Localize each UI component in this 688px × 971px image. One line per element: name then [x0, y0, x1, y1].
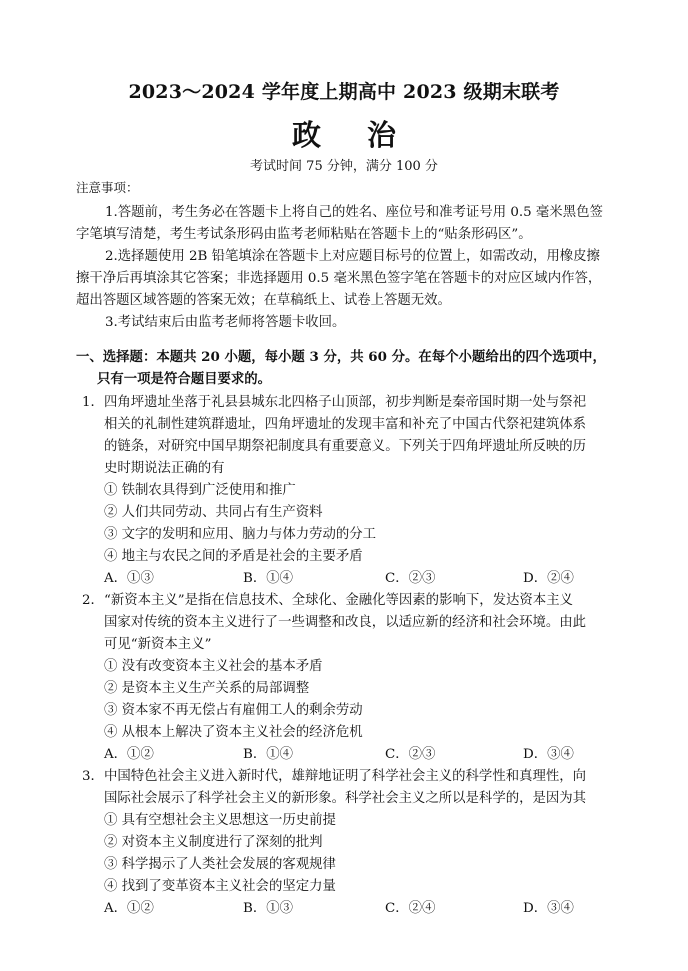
- question-1-statement-1: ① 铁制农具得到广泛使用和推广: [104, 483, 296, 498]
- notice-1-line-2: 字笔填写清楚，考生考试条形码由监考老师粘贴在答题卡上的“贴条形码区”。: [76, 227, 532, 242]
- question-3-stem-line-2: 国际社会展示了科学社会主义的新形象。科学社会主义之所以是科学的，是因为其: [104, 791, 587, 806]
- question-2-option-c[interactable]: C．②③: [385, 747, 436, 762]
- section-header-line-2: 只有一项是符合题目要求的。: [97, 371, 272, 387]
- question-3-statement-1: ① 具有空想社会主义思想这一历史前提: [104, 813, 336, 828]
- exam-title: 2023～2024 学年度上期高中 2023 级期末联考: [128, 81, 560, 103]
- question-2-option-a[interactable]: A．①②: [104, 747, 154, 762]
- question-1-option-b[interactable]: B．①④: [243, 571, 294, 586]
- question-2-option-d[interactable]: D．③④: [523, 747, 574, 762]
- notice-2-line-2: 擦干净后再填涂其它答案；非选择题用 0.5 毫米黑色签字笔在答题卡的对应区域内作答，: [76, 271, 602, 286]
- question-1-number: 1．: [82, 395, 104, 410]
- subject-title: 政 治: [291, 118, 415, 152]
- question-2-statement-4: ④ 从根本上解决了资本主义社会的经济危机: [104, 725, 363, 740]
- question-1-statement-3: ③ 文字的发明和应用、脑力与体力劳动的分工: [104, 527, 377, 542]
- section-header-line-1: 一、选择题：本题共 20 小题，每小题 3 分，共 60 分。在每个小题给出的四个选项中，: [76, 349, 606, 365]
- question-1-statement-4: ④ 地主与农民之间的矛盾是社会的主要矛盾: [104, 549, 363, 564]
- question-1-option-d[interactable]: D．②④: [523, 571, 574, 586]
- question-3-option-a[interactable]: A．①②: [104, 901, 154, 916]
- question-3-option-b[interactable]: B．①③: [243, 901, 294, 916]
- question-3-statement-3: ③ 科学揭示了人类社会发展的客观规律: [104, 857, 336, 872]
- question-1-options: [104, 567, 604, 587]
- question-2-number: 2．: [82, 593, 104, 608]
- question-1-stem-line-1: 四角坪遗址坐落于礼县县城东北四格子山顶部，初步判断是秦帝国时期一处与祭祀: [104, 395, 587, 410]
- question-3-options: [104, 897, 604, 917]
- question-1-option-c[interactable]: C．②③: [385, 571, 436, 586]
- question-1-statement-2: ② 人们共同劳动、共同占有生产资料: [104, 505, 323, 520]
- notice-1-line-1: 1.答题前，考生务必在答题卡上将自己的姓名、座位号和准考证号用 0.5 毫米黑色签: [105, 205, 603, 220]
- notice-heading: 注意事项：: [76, 180, 139, 195]
- question-2-options: [104, 743, 604, 763]
- question-2-stem-line-3: 可见“新资本主义”: [104, 637, 212, 652]
- question-2-stem-line-2: 国家对传统的资本主义进行了一些调整和改良，以适应新的经济和社会环境。由此: [104, 615, 587, 630]
- question-3-stem-line-1: 中国特色社会主义进入新时代，雄辩地证明了科学社会主义的科学性和真理性，向: [104, 769, 587, 784]
- question-2-statement-2: ② 是资本主义生产关系的局部调整: [104, 681, 310, 696]
- notice-3-line-1: 3.考试结束后由监考老师将答题卡收回。: [105, 315, 346, 330]
- question-3-option-d[interactable]: D．③④: [523, 901, 574, 916]
- question-1-stem-line-3: 的链条，对研究中国早期祭祀制度具有重要意义。下列关于四角坪遗址所反映的历: [104, 439, 587, 454]
- question-2-statement-1: ① 没有改变资本主义社会的基本矛盾: [104, 659, 323, 674]
- notice-2-line-1: 2.选择题使用 2B 铅笔填涂在答题卡上对应题目标号的位置上，如需改动，用橡皮擦: [105, 249, 600, 264]
- exam-info: 考试时间 75 分钟，满分 100 分: [250, 159, 438, 174]
- question-2-option-b[interactable]: B．①④: [243, 747, 294, 762]
- question-2-statement-3: ③ 资本家不再无偿占有雇佣工人的剩余劳动: [104, 703, 363, 718]
- question-1-option-a[interactable]: A．①③: [104, 571, 154, 586]
- question-2-stem-line-1: “新资本主义”是指在信息技术、全球化、金融化等因素的影响下，发达资本主义: [104, 593, 573, 608]
- question-1-stem-line-4: 史时期说法正确的有: [104, 461, 225, 476]
- question-3-statement-4: ④ 找到了变革资本主义社会的坚定力量: [104, 879, 336, 894]
- question-3-option-c[interactable]: C．②④: [385, 901, 436, 916]
- question-3-number: 3．: [82, 769, 104, 784]
- question-1-stem-line-2: 相关的礼制性建筑群遗址，四角坪遗址的发现丰富和补充了中国古代祭祀建筑体系: [104, 417, 587, 432]
- question-3-statement-2: ② 对资本主义制度进行了深刻的批判: [104, 835, 323, 850]
- notice-2-line-3: 超出答题区域答题的答案无效；在草稿纸上、试卷上答题无效。: [76, 293, 451, 308]
